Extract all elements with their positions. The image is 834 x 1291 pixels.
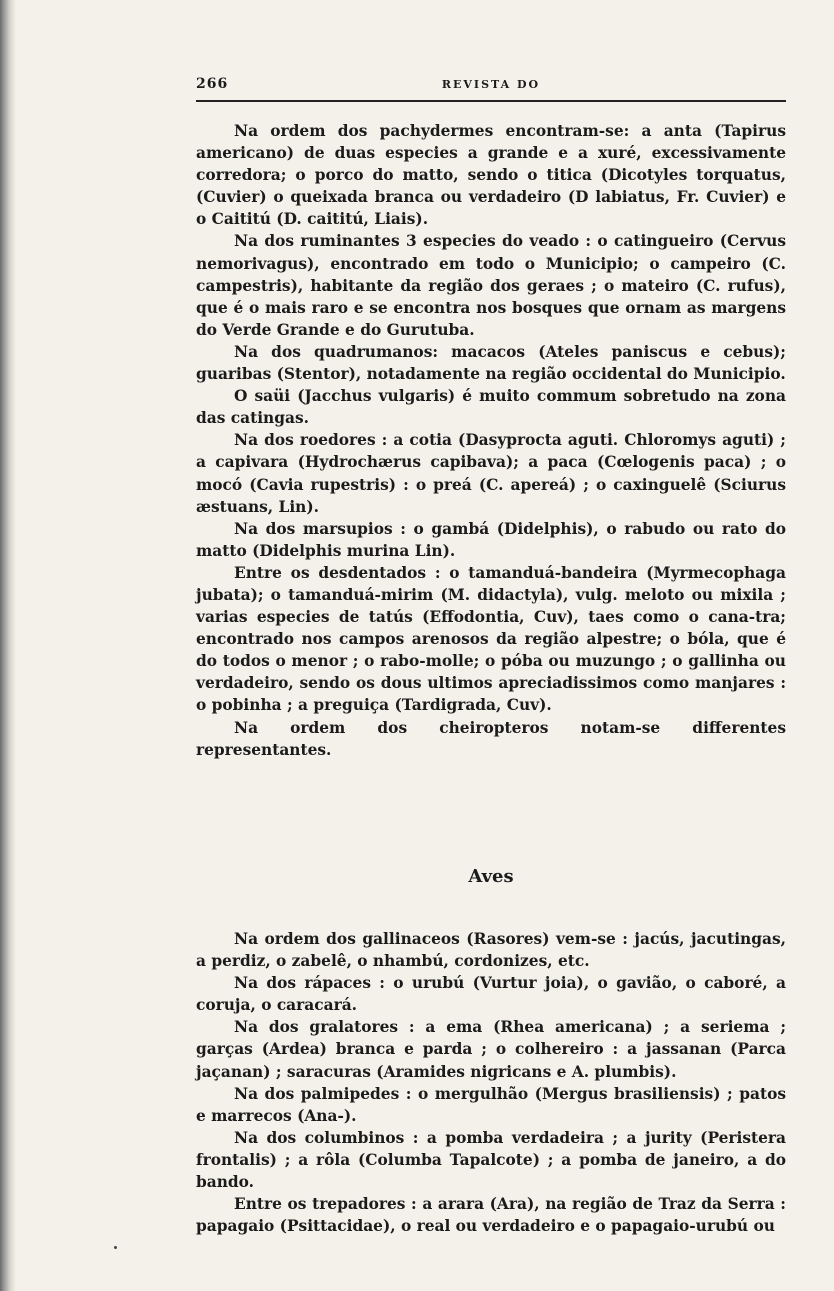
page-number: 266: [196, 76, 229, 92]
running-head: [196, 70, 786, 96]
paragraph-desdentados: Entre os desdentados : o tamanduá-bandeira (Myrmecophaga jubata); o tamanduá-mirim (M. didactyla), vulg. meloto ou mixila ; varias especies de tatús (Effodontia, Cuv), taes como o cana-tra; encontrado nos campos arenosos da região alpestre; o bóla, que é do todos o menor ; o rabo-molle; o póba ou muzungo ; o gallinha ou verdadeiro, sendo os dous ultimos apreciadissimos como manjares : o pobinha ; a preguiça (Tardigrada, Cuv).: [196, 563, 786, 715]
paragraph-columbinos: Na dos columbinos : a pomba verdadeira ; a jurity (Peristera frontalis) ; a rôla (Columba Tapalcote) ; a pomba de janeiro, a do bando.: [196, 1128, 786, 1192]
paragraph-gralatores: Na dos gralatores : a ema (Rhea americana) ; a seriema ; garças (Ardea) branca e parda ; o colhereiro : a jassanan (Parca jaçanan) ; saracuras (Aramides nigricans e A. plumbis).: [196, 1018, 786, 1081]
paragraph-cheiropteros: Na ordem dos cheiropteros notam-se differentes representantes.: [196, 718, 786, 759]
mammals-section: [196, 120, 786, 761]
paragraph-roedores: Na dos roedores : a cotia (Dasyprocta aguti. Chloromys aguti) ; a capivara (Hydrochærus capibava); a paca (Cœlogenis paca) ; o mocó (Cavia rupestris) : o preá (C. apereá) ; o caxinguelê (Sciurus æstuans, Lin).: [196, 431, 786, 516]
book-page: [196, 70, 786, 1236]
paragraph-marsupios: Na dos marsupios : o gambá (Didelphis), o rabudo ou rato do matto (Didelphis murina Lin).: [196, 519, 786, 560]
header-rule: [196, 100, 786, 102]
paragraph-gallinaceos: Na ordem dos gallinaceos (Rasores) vem-se : jacús, jacutingas, a perdiz, o zabelê, o nhambú, cordonizes, etc.: [196, 930, 786, 971]
paragraph-pachydermes: Na ordem dos pachydermes encontram-se: a anta (Tapirus americano) de duas especies a grande e a xuré, excessivamente corredora; o porco do matto, sendo o titica (Dicotyles torquatus, (Cuvier) o queixada branca ou verdadeiro (D labiatus, Fr. Cuvier) e o Caititú (D. caititú, Liais).: [196, 122, 786, 229]
paragraph-trepadores: Entre os trepadores : a arara (Ara), na região de Traz da Serra : papagaio (Psittacidae), o real ou verdadeiro e o papagaio-urubú ou: [196, 1195, 786, 1236]
birds-section: [196, 928, 786, 1237]
scan-shadow-edge: [0, 0, 16, 1291]
paragraph-quadrumanos: Na dos quadrumanos: macacos (Ateles paniscus e cebus); guaribas (Stentor), notadamente na região occidental do Municipio.: [196, 342, 786, 384]
paragraph-ruminantes: Na dos ruminantes 3 especies do veado : o catingueiro (Cervus nemorivagus), encontrado em todo o Municipio; o campeiro (C. campestris), habitante da região dos geraes ; o mateiro (C. rufus), que é o mais raro e se encontra nos bosques que ornam as margens do Verde Grande e do Gurutuba.: [196, 232, 786, 339]
running-title: REVISTA DO: [441, 78, 541, 91]
section-heading-aves: Aves: [468, 866, 514, 887]
paragraph-sagui: O saüi (Jacchus vulgaris) é muito commum sobretudo na zona das catingas.: [196, 387, 786, 428]
paragraph-palmipedes: Na dos palmipedes : o mergulhão (Mergus brasiliensis) ; patos e marrecos (Ana-).: [196, 1084, 786, 1125]
scan-speck: [114, 1246, 117, 1249]
paragraph-rapaces: Na dos rápaces : o urubú (Vurtur joia), o gavião, o caboré, a coruja, o caracará.: [196, 974, 786, 1015]
